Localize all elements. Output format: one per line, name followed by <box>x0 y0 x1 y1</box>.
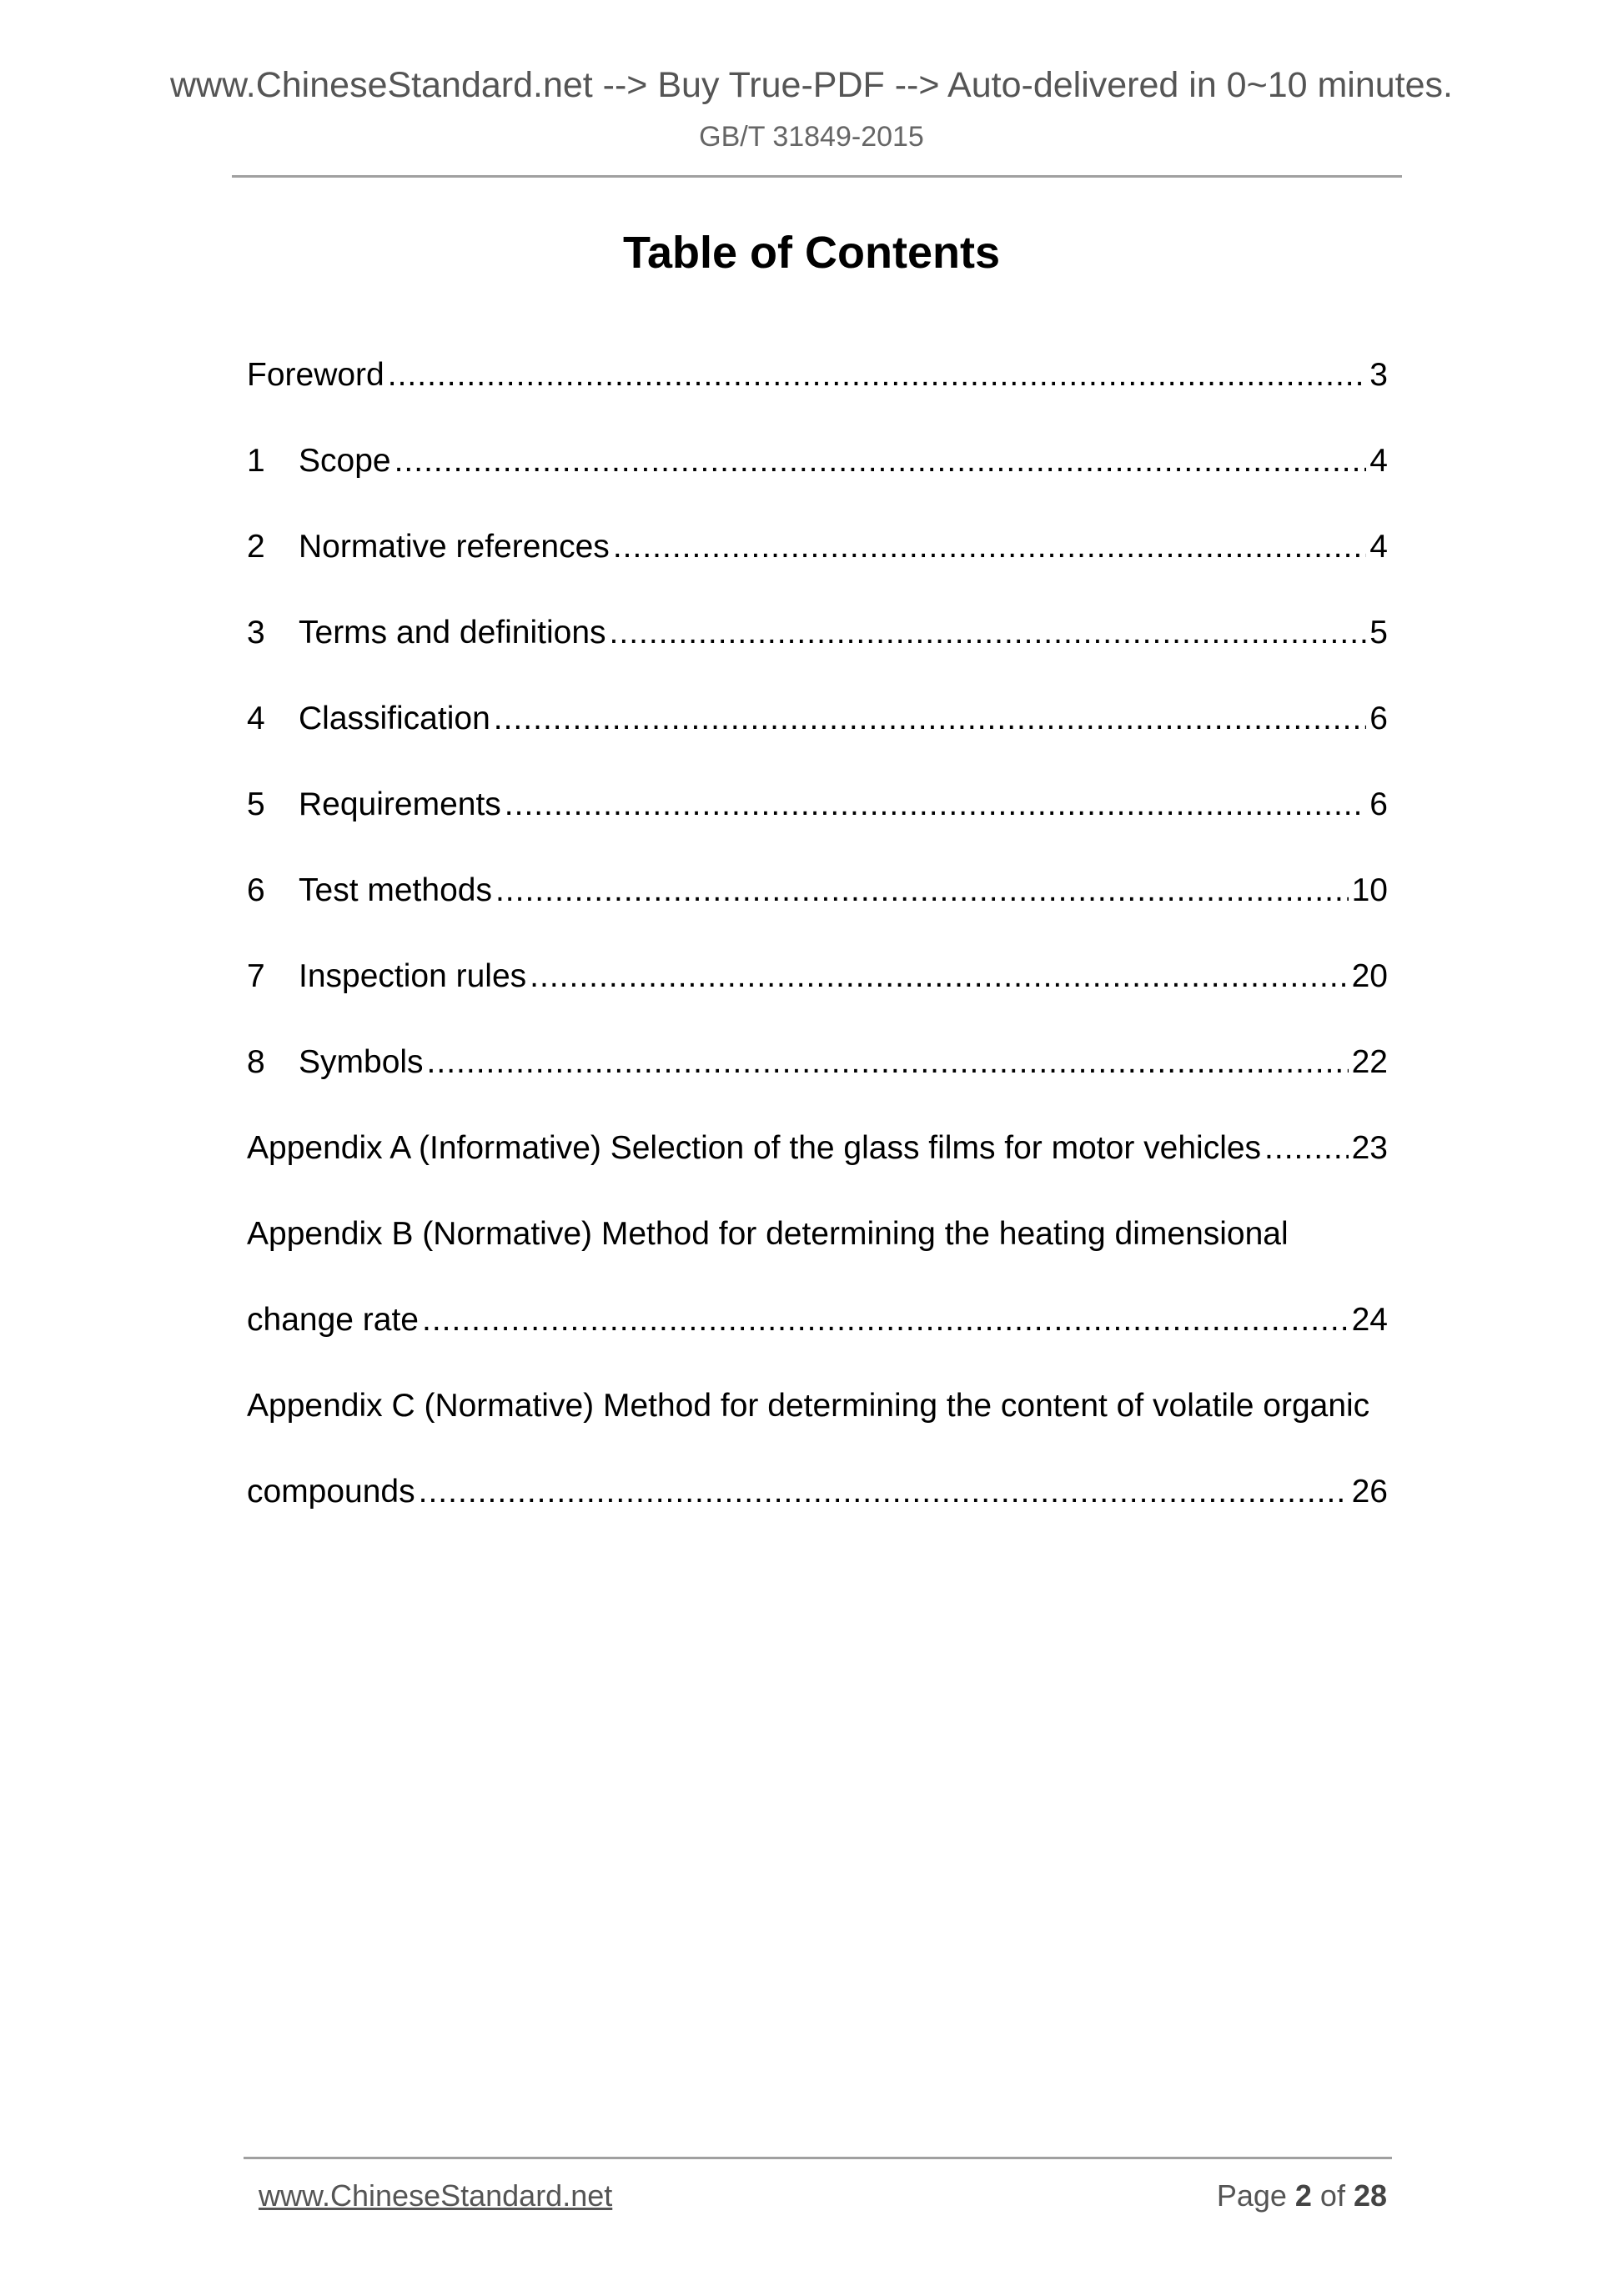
toc-entry-number: 1 <box>247 443 265 479</box>
toc-entry[interactable] <box>247 443 1388 529</box>
toc-entry[interactable] <box>247 786 1388 872</box>
toc-entry-page: 20 <box>1351 958 1388 994</box>
page-indicator <box>1217 2178 1387 2213</box>
toc-entry[interactable] <box>247 357 1388 443</box>
toc-entry[interactable] <box>247 529 1388 615</box>
footer-site-link[interactable]: www.ChineseStandard.net <box>259 2178 613 2213</box>
dot-leader <box>494 701 1367 737</box>
dot-leader <box>388 357 1367 394</box>
page-total: 28 <box>1353 2178 1387 2213</box>
toc-entry[interactable] <box>247 1130 1388 1216</box>
toc-entry-page: 24 <box>1351 1302 1388 1338</box>
toc-entry[interactable] <box>247 1388 1388 1474</box>
dot-leader <box>422 1302 1349 1339</box>
dot-leader <box>613 529 1366 565</box>
toc-entry-number: 2 <box>247 529 265 565</box>
toc-entry-page: 6 <box>1369 786 1388 822</box>
toc-entry-number: 7 <box>247 958 265 994</box>
toc-entry-label: Terms and definitions <box>299 615 606 651</box>
dot-leader <box>495 872 1349 909</box>
page-prefix: Page <box>1216 2178 1295 2213</box>
toc-entry-label: Symbols <box>299 1044 424 1080</box>
header-divider <box>232 175 1402 178</box>
toc-entry-page: 4 <box>1369 443 1388 479</box>
toc-entry-label: Appendix A (Informative) Selection of the glass films for motor vehicles <box>247 1130 1262 1166</box>
toc-entry-page: 6 <box>1369 701 1388 736</box>
toc-entry-label: Appendix C (Normative) Method for determining the content of volatile organic <box>247 1388 1370 1424</box>
toc-entry-page: 10 <box>1351 872 1388 908</box>
dot-leader <box>1264 1130 1349 1167</box>
toc-entry-label: compounds <box>247 1474 415 1510</box>
toc-entry-label: Inspection rules <box>299 958 527 994</box>
dot-leader <box>530 958 1348 995</box>
toc-entry-page: 26 <box>1351 1474 1388 1510</box>
header-banner: www.ChineseStandard.net --> Buy True-PDF --> Auto-delivered in 0~10 minutes. <box>169 65 1453 105</box>
toc-entry[interactable] <box>247 1044 1388 1130</box>
page-of: of <box>1311 2178 1354 2213</box>
footer-divider <box>244 2157 1392 2159</box>
toc-entry[interactable] <box>247 958 1388 1044</box>
toc-entry-label: Requirements <box>299 786 501 822</box>
toc-entry-page: 23 <box>1351 1130 1388 1166</box>
toc-entry-page: 3 <box>1369 357 1388 393</box>
toc-entry[interactable] <box>247 701 1388 786</box>
toc-entry-page: 5 <box>1369 615 1388 651</box>
dot-leader <box>419 1474 1349 1510</box>
dot-leader <box>394 443 1367 480</box>
toc-entry-number: 8 <box>247 1044 265 1080</box>
toc-entry-label: Scope <box>299 443 391 479</box>
toc-entry-page: 22 <box>1351 1044 1388 1080</box>
page-current: 2 <box>1294 2178 1312 2213</box>
toc-entry-number: 5 <box>247 786 265 822</box>
toc-entry-label: Foreword <box>247 357 384 393</box>
dot-leader <box>610 615 1367 651</box>
toc-entry-label: Classification <box>299 701 490 736</box>
dot-leader <box>427 1044 1349 1081</box>
toc-entry-page: 4 <box>1369 529 1388 565</box>
page-title: Table of Contents <box>623 228 1000 278</box>
toc-entry-label: Normative references <box>299 529 610 565</box>
standard-id: GB/T 31849-2015 <box>699 121 924 153</box>
toc-entry-number: 4 <box>247 701 265 736</box>
toc-entry-number: 3 <box>247 615 265 651</box>
toc-entry[interactable] <box>247 872 1388 958</box>
toc-entry-label: Test methods <box>299 872 492 908</box>
table-of-contents <box>247 357 1388 1560</box>
toc-entry-number: 6 <box>247 872 265 908</box>
toc-entry[interactable] <box>247 1474 1388 1560</box>
toc-entry[interactable] <box>247 1216 1388 1302</box>
toc-entry-label: Appendix B (Normative) Method for determining the heating dimensional <box>247 1216 1289 1252</box>
toc-entry[interactable] <box>247 615 1388 701</box>
dot-leader <box>505 786 1367 823</box>
toc-entry-label: change rate <box>247 1302 419 1338</box>
toc-entry[interactable] <box>247 1302 1388 1388</box>
